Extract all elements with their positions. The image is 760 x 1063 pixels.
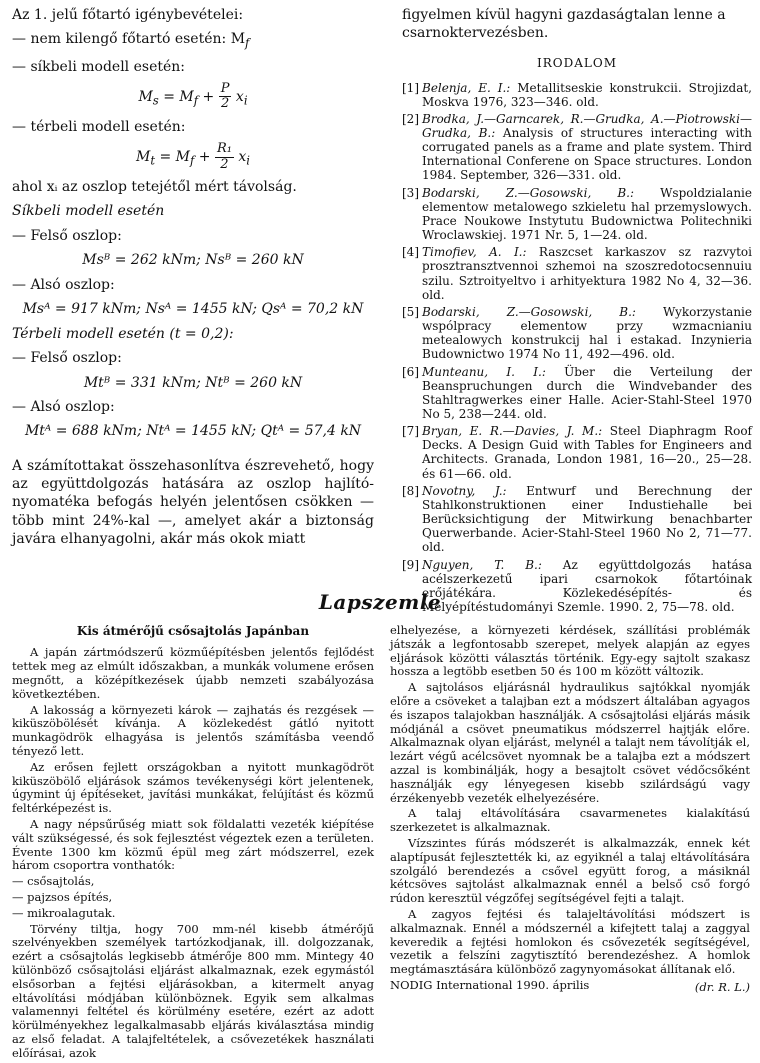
method-list	[12, 875, 374, 920]
reference-authors: Brodka, J.—Garncarek, R.—Grudka, A.—Piotrowski—Grudka, B.:	[422, 111, 752, 140]
article-right-column	[390, 624, 750, 1006]
references-list	[402, 81, 752, 615]
reference-details: Metallitseskie konstrukcii. Strojizdat, Moskva 1976, 323—346. old.	[422, 80, 752, 109]
paragraph: Az erősen fejlett országokban a nyitott munkagödröt kiküszöbölő eljárások számos tevékenységi kört jelentenek, úgymint új építéseket, javítási munkákat, felújítást és közmű feltérképezést is.	[12, 759, 374, 816]
paragraph: elhelyezése, a környezeti kérdések, szállítási problémák játszák a legfontosabb szerepet, melyek alapján az egyes eljárások közötti választás történik. Egy-egy sajtolt szakasz hossza a legtöbb esetben 50 és 100 m között változik.	[390, 623, 750, 679]
reference-authors: Nguyen, T. B.:	[422, 557, 542, 572]
references-heading: IRODALOM	[537, 56, 617, 71]
reference-item	[402, 186, 752, 243]
planar-heading: Síkbeli modell esetén	[12, 203, 165, 220]
reference-details: Über die Verteilung der Beanspruchungen durch die Windvebander des Stahltragwerkes einer Halle. Acier-Stahl-Steel 1970 No 5, 238—244. old.	[422, 364, 752, 421]
intro-text: Az 1. jelű főtartó igénybevételei:	[12, 7, 244, 23]
reference-number: [3]	[402, 185, 419, 200]
reference-text	[422, 245, 752, 302]
section-title: Lapszemle	[318, 590, 442, 614]
reference-number: [2]	[402, 111, 419, 126]
paragraph: A japán zártmódszerű közműépítésben jelentős fejlődést tettek meg az elmúlt időszakban, a munkák volumene erősen megnőtt, a középítkezések újabb nemzeti szabályozása következtében.	[12, 645, 374, 701]
reference-details: Entwurf und Berechnung der Stahlkonstruktionen einer Industiehalle bei Berücksichtigung der Mitwirkung benachbarter Querwerbande. Acier-Stahl-Steel 1960 No 2, 71—77. old.	[422, 483, 752, 555]
reference-number: [8]	[402, 483, 419, 498]
reference-number: [6]	[402, 364, 419, 379]
reference-number: [7]	[402, 424, 419, 439]
reference-text	[422, 484, 752, 555]
article-source: NODIG International 1990. április	[390, 977, 590, 992]
article-left-column	[12, 624, 374, 1063]
reference-text	[422, 186, 752, 243]
reference-authors: Novotny, J.:	[422, 483, 507, 498]
paragraph: Vízszintes fúrás módszerét is alkalmazzák, ennek két alaptípusát fejlesztették ki, az egyiknél a talaj eltávolítására szolgáló berendezés a csővel együtt forog, a másiknál kétcsöves sajtolást alkalmaznak ennél a belső cső forgó rúdon keresztül végzőfej segítségével fejti a talajt.	[390, 835, 750, 906]
paragraph: Törvény tiltja, hogy 700 mm-nél kisebb átmérőjű szelvényekben személyek tartózkodjanak, ill. dolgozzanak, ezért a csősajtolás legkisebb átmérője 800 mm. Mintegy 40 különböző csősajtolási eljárást alkalmaznak, ezek egymástól elsősorban a fejtési eljárásokban, a kitermelt anyag eltávolítási módjában különböznek. Egyik sem alkalmas valamennyi feltétel és körülmény esetére, ezért az adott körülményekhez legalkalmasabb eljárás kiválasztása mindig az első feladat. A talajfeltételek, a csővezetékek használati előírásai, azok	[12, 921, 374, 1060]
list-item: — mikroalagutak.	[12, 905, 116, 920]
continuation-text: figyelmen kívül hagyni gazdaságtalan lenne a csarnoktervezésben.	[402, 7, 726, 42]
reference-number: [5]	[402, 304, 419, 319]
list-item: — pajzsos építés,	[12, 889, 113, 904]
reference-item	[402, 424, 752, 481]
lower-column-label: — Alsó oszlop:	[12, 276, 115, 293]
reference-authors: Bryan, E. R.—Davies, J. M.:	[422, 424, 603, 439]
spatial-heading: Térbeli modell esetén (t = 0,2):	[12, 325, 234, 342]
paragraph: A talaj eltávolítására csavarmenetes kialakítású szerkezetet is alkalmaznak.	[390, 806, 750, 835]
reference-item	[402, 245, 752, 302]
reference-item	[402, 305, 752, 362]
result-planar-upper: Msᴮ = 262 kNm; Nsᴮ = 260 kN	[82, 252, 304, 269]
reference-number: [1]	[402, 80, 419, 95]
reference-details: Steel Diaphragm Roof Decks. A Design Guid with Tables for Engineers and Architects. Granada, London 1981, 16—20., 25—28. és 61—66. old.	[422, 424, 752, 481]
article-left-paragraphs-2	[12, 923, 374, 1061]
right-column	[402, 6, 752, 617]
reference-item	[402, 484, 752, 555]
paragraph: A sajtolásos eljárásnál hydraulikus sajtókkal nyomják előre a csöveket a talajban ezt a módszert általában agyagos és iszapos talajokban használják. A csősajtolási eljárás másik módjánál a csövet pneumatikus módszerrel hajtják előre. Alkalmaznak olyan eljárást, melynél a talajt nem távolítják el, lezárt végű acélcsövet nyomnak be a talajba ezt a módszert azzal is kombinálják, hogy a besajtolt csövet védőcsőként használják egy lényegesen kisebb szilárdságú vagy érzékenyebb vezeték elhelyezésére.	[390, 680, 750, 805]
reference-details: Analysis of structures interacting with corrugated panels as a frame and plate system. Third International Conferene on Space structures. London 1984. September, 326—331. old.	[422, 126, 753, 183]
reference-number: [9]	[402, 557, 419, 572]
left-column	[12, 6, 374, 562]
reference-item	[402, 112, 752, 183]
article-signature: (dr. R. L.)	[694, 979, 750, 994]
list-item: — csősajtolás,	[12, 874, 95, 889]
article-title: Kis átmérőjű csősajtolás Japánban	[76, 624, 310, 638]
paragraph: A zagyos fejtési és talajeltávolítási módszert is alkalmaznak. Ennél a módszernél a kifejtett talaj a zaggyal keveredik a fejtési homlokon és csővezeték segítségével, vezetik a felszíni zagytisztító berendezéshez. A homlok megtámasztására különböző zagynyomásokat állítanak elő.	[390, 906, 750, 977]
equation-planar: $M_s = M_f$ + $\frac{P}{2}$ $x_i$	[138, 81, 248, 112]
upper-column-label-2: — Felső oszlop:	[12, 350, 122, 367]
article-right-paragraphs	[390, 624, 750, 977]
reference-authors: Belenja, E. I.:	[422, 80, 511, 95]
lower-column-label-2: — Alsó oszlop:	[12, 399, 115, 416]
reference-number: [4]	[402, 245, 419, 260]
reference-text	[422, 81, 752, 109]
reference-item	[402, 365, 752, 422]
paragraph: A nagy népsűrűség miatt sok földalatti vezeték kiépítése vált szükségessé, és sok fejlesztést végeztek ezen a területen. Évente 1300 km közmű épül meg zárt módszerrel, ezek három csoportra vonthatók:	[12, 816, 374, 873]
reference-authors: Timofiev, A. I.:	[422, 245, 527, 260]
case-nonsway: — nem kilengő főtartó esetén: $M_f$	[12, 31, 250, 51]
result-spatial-upper: Mtᴮ = 331 kNm; Ntᴮ = 260 kN	[83, 374, 303, 391]
reference-details: Raszcset karkaszov sz razvytoi prosztransztvennoi szhemoi na szoszredotocsennuiu szilu. Sztroityeltvo i arhityektura 1982 No 4, 32—36. old.	[422, 245, 752, 302]
equation-spatial: $M_t = M_f$ + $\frac{\text{R₁}}{2}$ $x_i$	[135, 141, 251, 172]
reference-details: Wykorzystanie wspólpracy elementow przy wzmacnianiu metealowych konstrukcij hal i estakad. Inzynieria Budownictwo 1974 No 11, 492—496. old.	[422, 304, 752, 362]
reference-authors: Bodarski, Z.—Gosowski, B.:	[422, 185, 635, 200]
reference-text	[422, 424, 752, 481]
reference-authors: Munteanu, I. I.:	[422, 364, 546, 379]
paragraph: A lakosság a környezeti károk — zajhatás és rezgések — kiküszöbölését kívánja. A közlekedést gátló nyitott munkagödrök elhagyása is jelentős számításba veendő tényező lett.	[12, 702, 374, 758]
case-spatial: — térbeli modell esetén:	[12, 118, 186, 135]
reference-authors: Bodarski, Z.—Gosowski, B.:	[422, 304, 636, 319]
result-planar-lower: Msᴬ = 917 kNm; Nsᴬ = 1455 kN; Qsᴬ = 70,2 kN	[22, 301, 364, 318]
where-text: ahol xᵢ az oszlop tetejétől mért távolság.	[12, 178, 297, 195]
case-planar: — síkbeli modell esetén:	[12, 58, 186, 75]
summary-paragraph: A számítottakat összehasonlítva észrevehető, hogy az együttdolgozás hatására az oszlop hajlítónyomatéka befogás helyén jelentősen csökken — több mint 24%-kal —, amelyet akár a biztonság javára elhanyagolni, akár más okok miatt	[12, 457, 374, 547]
upper-column-label: — Felső oszlop:	[12, 227, 122, 244]
reference-text	[422, 305, 752, 362]
reference-details: Az együttdolgozás hatása acélszerkezetű ipari csarnokok főtartóinak erőjátékára. Közlekedésépítés- és Mélyépítéstudományi Szemle. 1990. 2, 75—78. old.	[422, 557, 752, 614]
reference-item	[402, 81, 752, 109]
reference-details: Wspoldzialanie elementow metalowego szkieletu hal przemyslowych. Prace Noukowe Instytutu Budownictwa Politechniki Wroclawskiej. 1971 Nr. 5, 1—24. old.	[422, 185, 752, 243]
reference-text	[422, 365, 752, 422]
reference-text	[422, 112, 752, 183]
article-left-paragraphs	[12, 646, 374, 873]
result-spatial-lower: Mtᴬ = 688 kNm; Ntᴬ = 1455 kN; Qtᴬ = 57,4 kN	[24, 423, 362, 440]
